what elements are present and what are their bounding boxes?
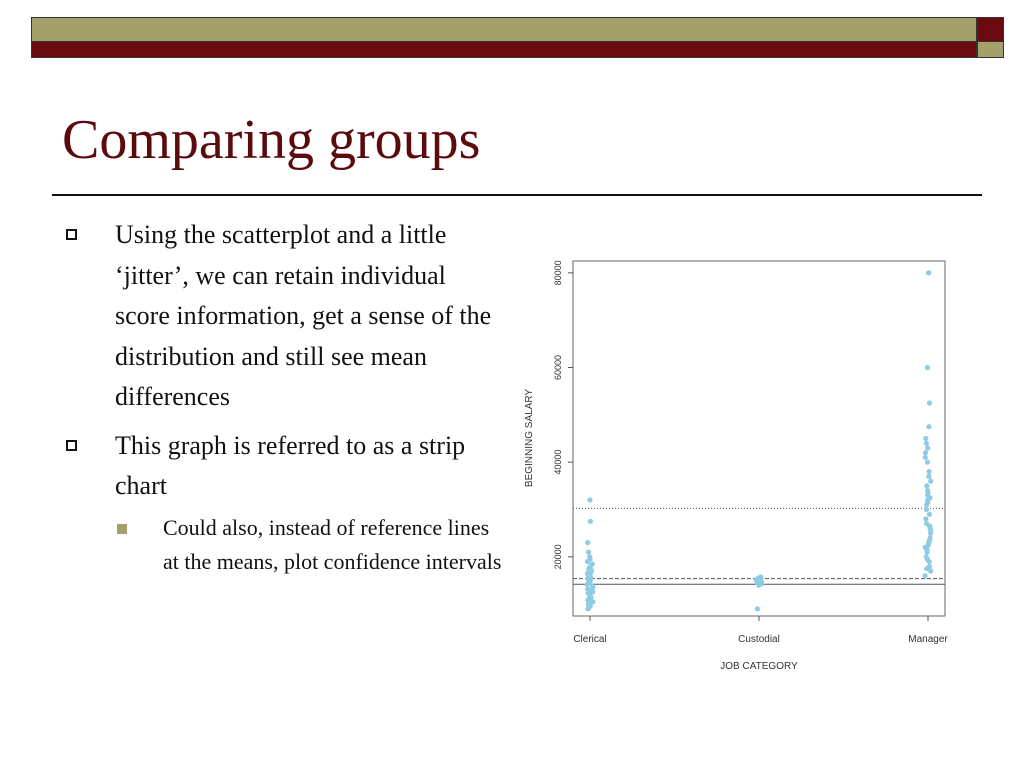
data-point	[927, 400, 932, 405]
sub-bullet-text: Could also, instead of reference lines at the means, plot confidence intervals	[163, 514, 502, 574]
x-axis	[573, 616, 948, 645]
data-point	[924, 441, 929, 446]
y-tick-label: 20000	[553, 544, 563, 570]
data-point	[926, 474, 931, 479]
data-point	[926, 270, 931, 275]
data-point	[585, 606, 590, 611]
data-point	[926, 469, 931, 474]
bullet-text: This graph is referred to as a strip chart	[115, 430, 466, 500]
bullet-list	[62, 215, 502, 579]
filled-square-bullet-icon	[117, 524, 127, 534]
header-square-olive	[977, 41, 1004, 58]
x-tick-label: Clerical	[573, 634, 607, 645]
hollow-square-bullet-icon	[66, 440, 77, 451]
header-square-red	[977, 17, 1004, 42]
data-points	[585, 270, 934, 611]
y-axis-label: BEGINNING SALARY	[524, 388, 535, 488]
y-axis	[553, 260, 573, 569]
data-point	[925, 445, 930, 450]
data-point	[585, 559, 590, 564]
data-point	[928, 568, 933, 573]
slide-title: Comparing groups	[62, 109, 481, 171]
data-point	[924, 507, 929, 512]
data-point	[926, 424, 931, 429]
strip-chart	[512, 248, 962, 688]
bullet-item	[62, 215, 502, 418]
header-band-red	[31, 41, 977, 58]
bullet-item	[62, 426, 502, 507]
data-point	[923, 455, 928, 460]
data-point	[928, 479, 933, 484]
y-tick-label: 40000	[553, 449, 563, 475]
data-point	[922, 573, 927, 578]
x-tick-label: Manager	[908, 634, 948, 645]
x-axis-label: JOB CATEGORY	[720, 661, 798, 672]
data-point	[924, 502, 929, 507]
reference-lines	[573, 508, 945, 584]
data-point	[756, 583, 761, 588]
y-tick-label: 60000	[553, 354, 563, 381]
bullet-text: Using the scatterplot and a little ‘jitter’, we can retain individual score information, get a sense of the distribution and still see mean differences	[115, 220, 492, 411]
data-point	[588, 519, 593, 524]
plot-frame	[573, 261, 945, 616]
data-point	[923, 516, 928, 521]
data-point	[923, 436, 928, 441]
data-point	[927, 512, 932, 517]
data-point	[925, 365, 930, 370]
data-point	[586, 550, 591, 555]
hollow-square-bullet-icon	[66, 229, 77, 240]
header-band-olive	[31, 17, 977, 42]
data-point	[927, 559, 932, 564]
data-point	[925, 460, 930, 465]
data-point	[923, 450, 928, 455]
title-divider	[52, 194, 982, 196]
data-point	[587, 497, 592, 502]
data-point	[755, 606, 760, 611]
sub-bullet-item	[115, 511, 502, 579]
x-tick-label: Custodial	[738, 634, 780, 645]
data-point	[925, 550, 930, 555]
data-point	[585, 540, 590, 545]
y-tick-label: 80000	[553, 260, 563, 286]
data-point	[924, 483, 929, 488]
data-point	[928, 531, 933, 536]
